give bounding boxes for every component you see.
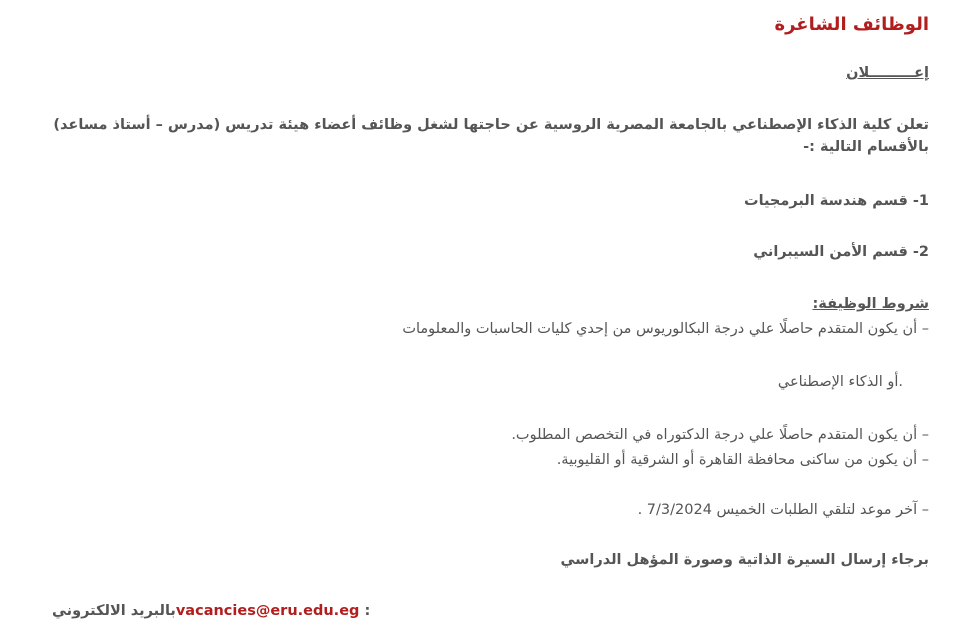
email-link[interactable]: vacancies@eru.edu.eg bbox=[175, 603, 360, 619]
page-title: الوظائف الشاغرة bbox=[774, 14, 929, 35]
send-request-text: برجاء إرسال السيرة الذاتية وصورة المؤهل الدراسي bbox=[560, 552, 929, 568]
deadline-text: – آخر موعد لتلقي الطلبات الخميس 7/3/2024 . bbox=[637, 502, 929, 518]
condition-bachelor: – أن يكون المتقدم حاصلًا علي درجة البكالوريوس من إحدي كليات الحاسبات والمعلومات bbox=[402, 321, 929, 337]
announcement-text: إعـــــــــلان bbox=[846, 65, 929, 81]
announcement-label bbox=[30, 62, 929, 84]
email-line bbox=[52, 600, 929, 622]
department-cyber-security: 2- قسم الأمن السيبراني bbox=[753, 244, 929, 260]
conditions-heading-row bbox=[30, 293, 929, 315]
email-prefix: بالبريد الالكتروني bbox=[52, 603, 176, 619]
email-suffix: : bbox=[359, 603, 371, 619]
condition-residence: – أن يكون من ساكنى محافظة القاهرة أو الشرقية أو القليوبية. bbox=[556, 452, 929, 468]
department-software-engineering: 1- قسم هندسة البرمجيات bbox=[744, 193, 929, 209]
condition-ai-continuation: .أو الذكاء الإصطناعي bbox=[777, 374, 903, 390]
conditions-heading: شروط الوظيفة: bbox=[812, 296, 929, 312]
condition-doctorate: – أن يكون المتقدم حاصلًا علي درجة الدكتوراه في التخصص المطلوب. bbox=[511, 427, 929, 443]
intro-paragraph: تعلن كلية الذكاء الإصطناعي بالجامعة المصرية الروسية عن حاجتها لشغل وظائف أعضاء هيئة تدريس (مدرس – أستاذ مساعد) بالأقسام التالية :- bbox=[53, 117, 929, 155]
